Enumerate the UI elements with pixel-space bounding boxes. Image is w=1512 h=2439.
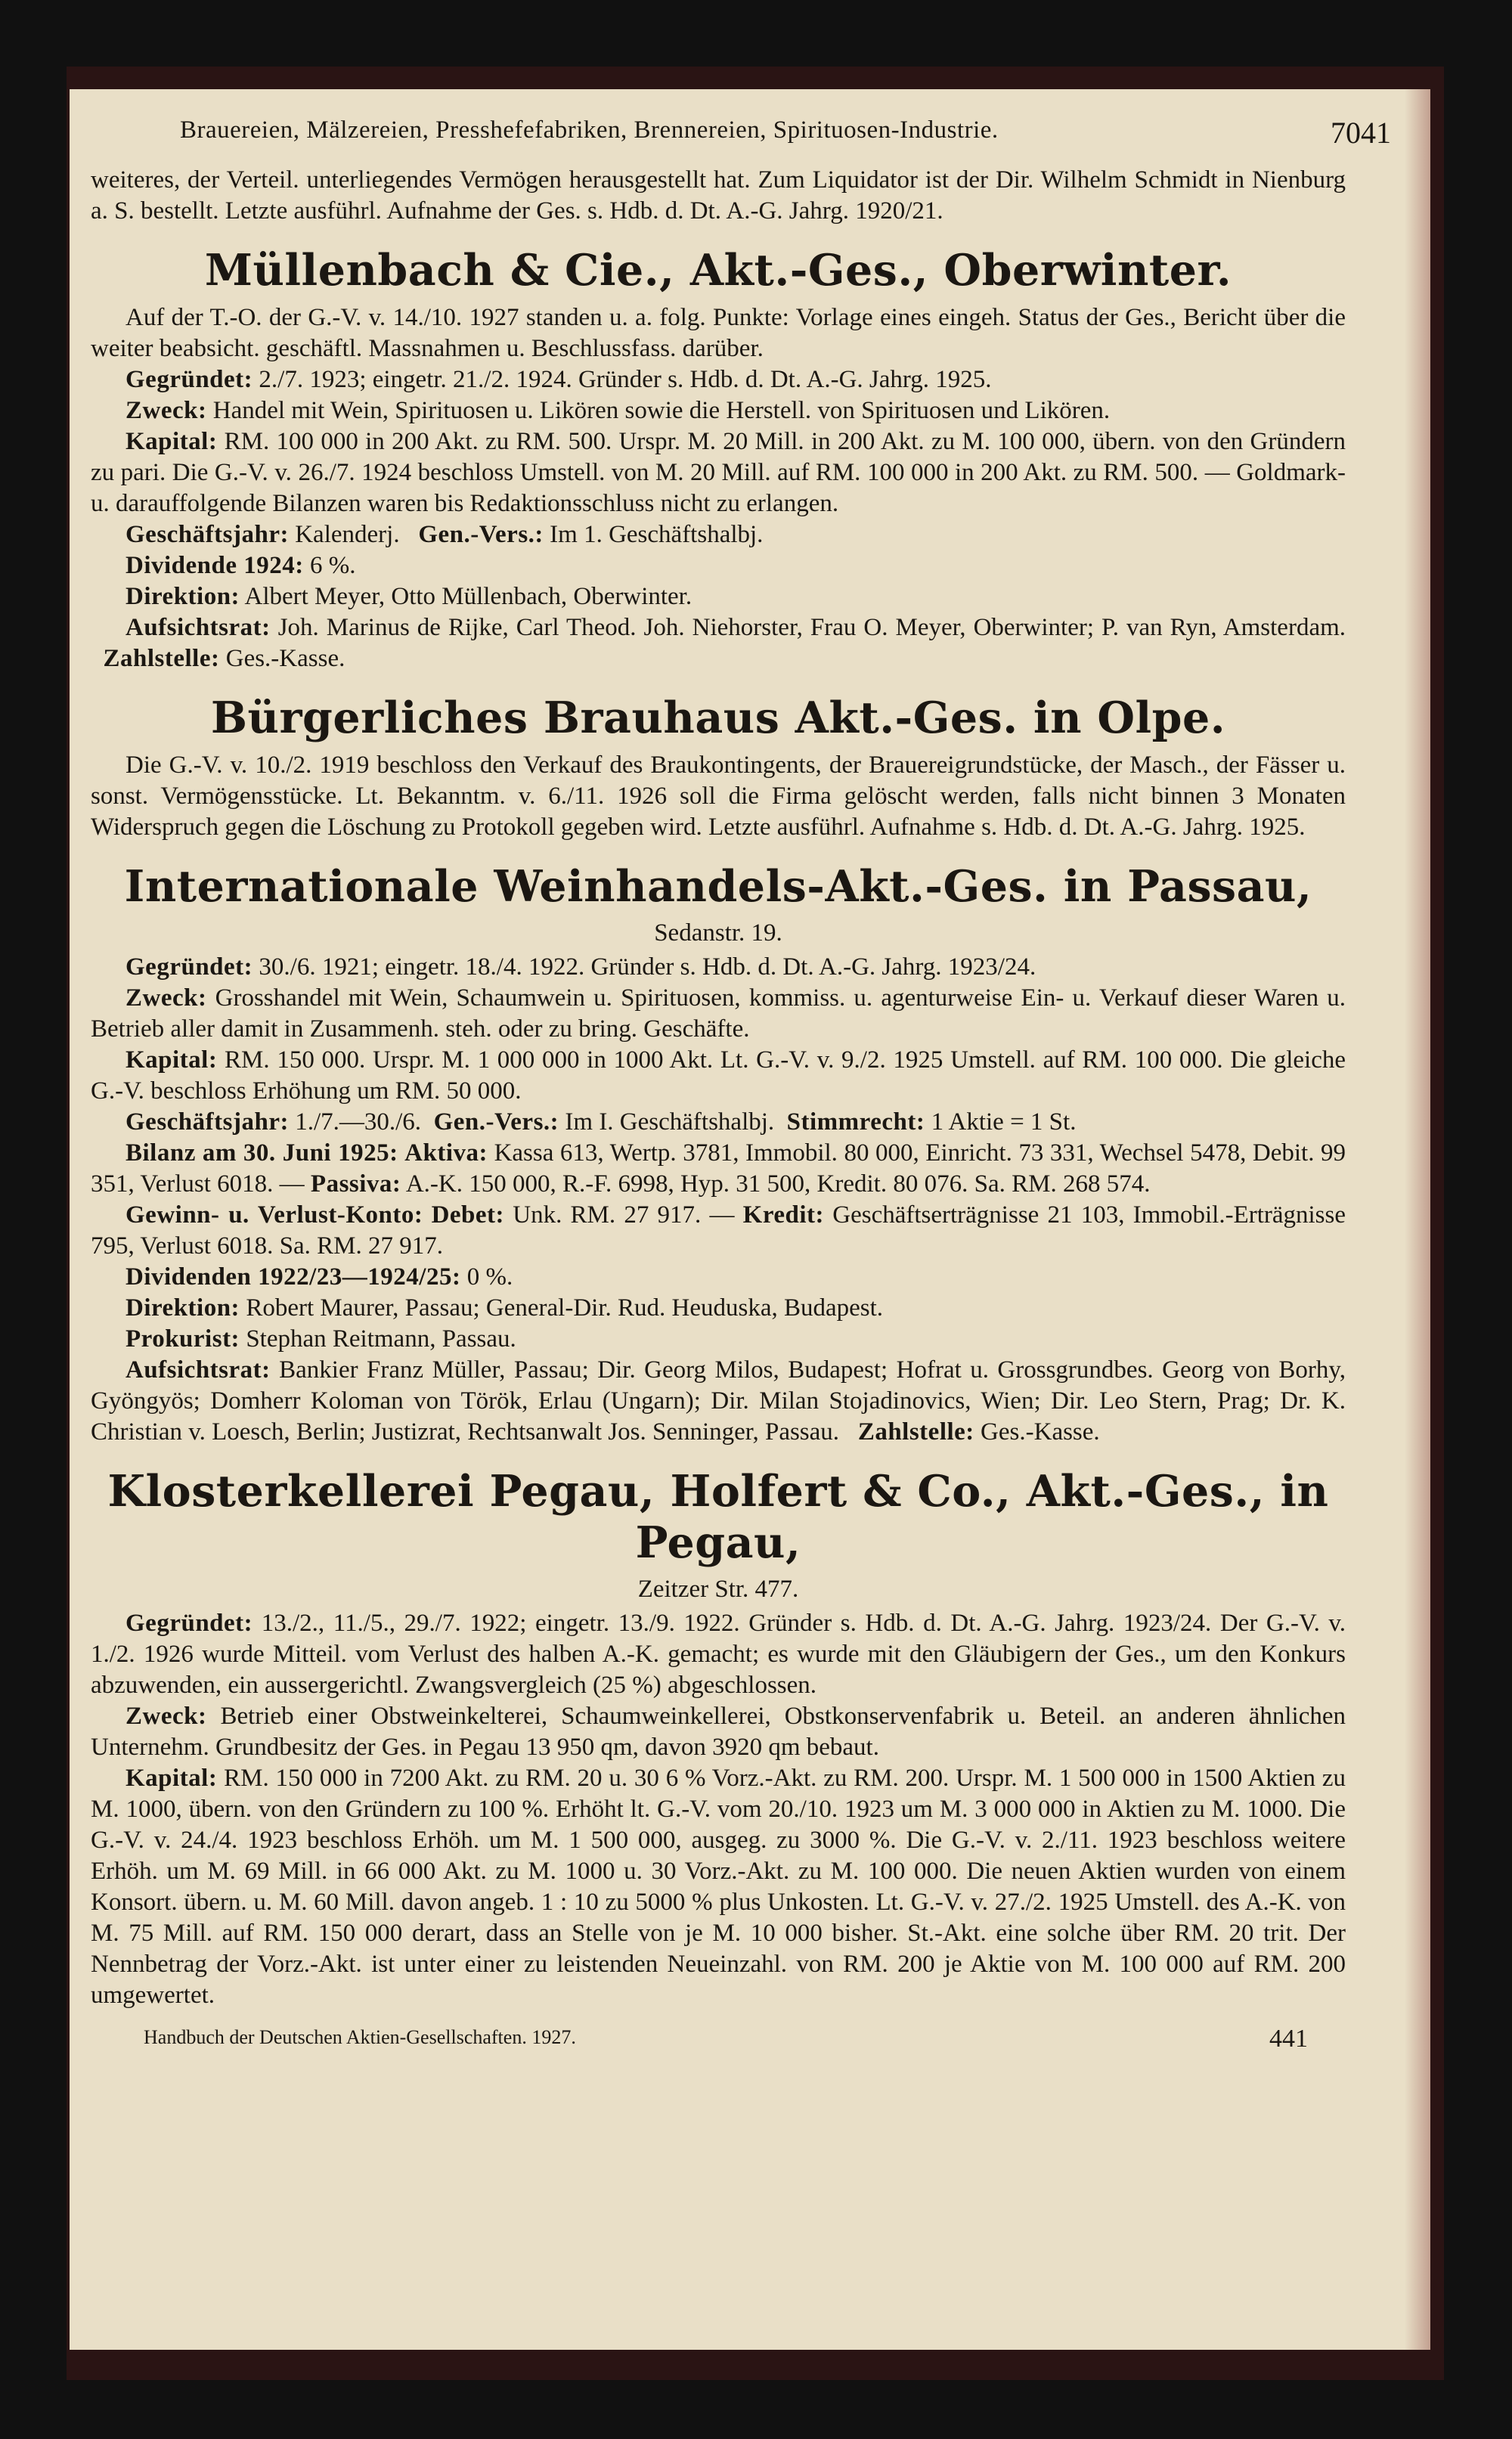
label: Prokurist: (125, 1325, 240, 1353)
passau-kapital (91, 1045, 1346, 1107)
page-content (91, 110, 1391, 2058)
page-edge-stain (1405, 89, 1430, 2350)
intro-paragraph: weiteres, der Verteil. unterliegendes Vermögen herausgestellt hat. Zum Liquidator ist der Dir. Wilhelm Schmidt in Nienburg a. S. bestellt. Letzte ausführl. Aufnahme der Ges. s. Hdb. d. Dt. A.-G. Jahrg. 1920/21. (91, 166, 1346, 225)
muellenbach-aufsichtsrat (91, 612, 1346, 674)
value: Ges.-Kasse. (981, 1418, 1100, 1446)
label: Dividende 1924: (125, 552, 304, 579)
value: 0 %. (466, 1263, 513, 1291)
value: 1 Aktie = 1 St. (931, 1108, 1077, 1136)
passau-prokurist (91, 1324, 1346, 1355)
value: Albert Meyer, Otto Müllenbach, Oberwinter. (244, 583, 692, 610)
footer-sheet-number: 441 (1269, 2025, 1308, 2053)
label: Aufsichtsrat: (125, 1356, 271, 1384)
value: 6 %. (310, 552, 356, 579)
pegau-zweck (91, 1701, 1346, 1763)
value: Geschäftserträgnisse 21 103, Immobil.-Erträgnisse 795, Verlust 6018. Sa. RM. 27 917. (91, 1201, 1346, 1260)
value: Grosshandel mit Wein, Schaumwein u. Spirituosen, kommiss. u. agenturweise Ein- u. Verkauf dieser Waren u. Betrieb aller damit in Zusammenh. steh. oder zu bring. Geschäfte. (91, 984, 1346, 1043)
label: Stimmrecht: (786, 1108, 925, 1136)
label: Kredit: (742, 1201, 825, 1229)
value: Bankier Franz Müller, Passau; Dir. Georg Milos, Budapest; Hofrat u. Grossgrundbes. Georg von Borhy, Gyöngyös; Domherr Koloman von Török, Erlau (Ungarn); Dir. Milan Stojadinovics, Wien; Dir. Leo Stern, Prag; Dr. K. Christian v. Loesch, Berlin; Justizrat, Rechtsanwalt Jos. Senninger, Passau. (91, 1356, 1346, 1446)
value: RM. 150 000 in 7200 Akt. zu RM. 20 u. 30 6 % Vorz.-Akt. zu RM. 200. Urspr. M. 1 500 000 in 1500 Aktien zu M. 1000, übern. von den Gründern zu 100 %. Erhöht lt. G.-V. vom 20./10. 1923 um M. 3 000 000 in Aktien zu M. 1000. Die G.-V. v. 24./4. 1923 beschloss Erhöh. um M. 1 500 000, ausgeg. zu 3000 %. Die G.-V. v. 2./11. 1923 beschloss weitere Erhöh. um M. 69 Mill. in 66 000 Akt. zu M. 1000 u. 30 Vorz.-Akt. zu M. 100 000. Die neuen Aktien wurden von einem Konsort. übern. u. M. 60 Mill. davon angeb. 1 : 10 zu 5000 % plus Unkosten. Lt. G.-V. v. 27./2. 1925 Umstell. des A.-K. von M. 75 Mill. auf RM. 150 000 derart, dass an Stelle von je M. 10 000 bisher. St.-Akt. eine solche über RM. 20 trit. Der Nennbetrag der Vorz.-Akt. ist unter einer zu leistenden Neueinzahl. von RM. 200 je Aktie von M. 100 000 auf RM. 200 umgewertet. (91, 1765, 1346, 2009)
document-page (70, 89, 1430, 2350)
olpe-paragraph: Die G.-V. v. 10./2. 1919 beschloss den Verkauf des Braukontingents, der Brauereigrundstücke, der Masch., der Fässer u. sonst. Vermögensstücke. Lt. Bekanntm. v. 6./11. 1926 soll die Firma gelöscht werden, falls nicht binnen 3 Monaten Widerspruch gegen die Löschung zu Protokoll gegeben wird. Letzte ausführl. Aufnahme s. Hdb. d. Dt. A.-G. Jahrg. 1925. (91, 752, 1346, 841)
muellenbach-geschaeftsjahr (91, 519, 1346, 550)
label: Zahlstelle: (103, 645, 220, 672)
muellenbach-kapital (91, 426, 1346, 519)
label: Kapital: (125, 428, 218, 455)
page-number: 7041 (1331, 116, 1391, 150)
label: Geschäftsjahr: (125, 521, 289, 548)
company-heading-olpe: Bürgerliches Brauhaus Akt.-Ges. in Olpe. (210, 693, 1226, 743)
passau-direktion (91, 1293, 1346, 1324)
value: Kassa 613, Wertp. 3781, Immobil. 80 000, Einricht. 73 331, Wechsel 5478, Debit. 99 351, Verlust 6018. (91, 1139, 1346, 1198)
value: 1./7.—30./6. (295, 1108, 422, 1136)
value: Im I. Geschäftshalbj. (565, 1108, 775, 1136)
label: Passiva: (310, 1170, 401, 1198)
muellenbach-dividende (91, 550, 1346, 581)
label: Zahlstelle: (857, 1418, 974, 1446)
running-header (91, 110, 1391, 165)
passau-geschaeftsjahr (91, 1107, 1346, 1138)
label: Gewinn- u. Verlust-Konto: (125, 1201, 423, 1229)
value: Robert Maurer, Passau; General-Dir. Rud. Heuduska, Budapest. (246, 1294, 884, 1322)
label: Kapital: (125, 1046, 218, 1074)
pegau-address: Zeitzer Str. 477. (637, 1576, 799, 1603)
label: Gen.-Vers.: (418, 521, 544, 548)
value: 2./7. 1923; eingetr. 21./2. 1924. Gründer s. Hdb. d. Dt. A.-G. Jahrg. 1925. (259, 366, 992, 393)
label: Aktiva: (404, 1139, 488, 1167)
value: Kalenderj. (295, 521, 400, 548)
label: Aufsichtsrat: (125, 614, 271, 641)
value: Betrieb einer Obstweinkelterei, Schaumweinkellerei, Obstkonservenfabrik u. Beteil. an anderen ähnlichen Unternehm. Grundbesitz der Ges. in Pegau 13 950 qm, davon 3920 qm bebaut. (91, 1703, 1346, 1761)
label: Kapital: (125, 1765, 218, 1792)
pegau-gegruendet (91, 1608, 1346, 1701)
company-heading-pegau: Klosterkellerei Pegau, Holfert & Co., Akt.-Ges., in Pegau, (107, 1466, 1329, 1568)
muellenbach-agenda: Auf der T.-O. der G.-V. v. 14./10. 1927 standen u. a. folg. Punkte: Vorlage eines eingeh. Status der Ges., Bericht über die weiter beabsicht. geschäftl. Massnahmen u. Beschlussfass. darüber. (91, 304, 1346, 362)
label: Debet: (431, 1201, 505, 1229)
footer-source: Handbuch der Deutschen Aktien-Gesellschaften. 1927. (144, 2026, 576, 2048)
page-footer (91, 2022, 1346, 2058)
muellenbach-zweck (91, 395, 1346, 426)
value: Joh. Marinus de Rijke, Carl Theod. Joh. Niehorster, Frau O. Meyer, Oberwinter; P. van Ryn, Amsterdam. (277, 614, 1346, 641)
label: Zweck: (125, 984, 207, 1012)
value: Ges.-Kasse. (225, 645, 345, 672)
pegau-kapital (91, 1763, 1346, 2011)
label: Zweck: (125, 397, 207, 424)
label: Direktion: (125, 583, 240, 610)
passau-gegruendet (91, 952, 1346, 983)
label: Gegründet: (125, 1610, 253, 1637)
value: A.-K. 150 000, R.-F. 6998, Hyp. 31 500, Kredit. 80 076. Sa. RM. 268 574. (405, 1170, 1151, 1198)
label: Geschäftsjahr: (125, 1108, 289, 1136)
value: RM. 100 000 in 200 Akt. zu RM. 500. Urspr. M. 20 Mill. in 200 Akt. zu M. 100 000, übern. von den Gründern zu pari. Die G.-V. v. 26./7. 1924 beschloss Umstell. von M. 20 Mill. auf RM. 100 000 in 200 Akt. zu RM. 500. — Goldmark- u. darauffolgende Bilanzen waren bis Redaktionsschluss nicht zu erlangen. (91, 428, 1346, 517)
passau-bilanz: Bilanz am 30. Juni 1925: Aktiva: Kassa 613, Wertp. 3781, Immobil. 80 000, Einricht. 73 331, Wechsel 5478, Debit. 99 351, Verlust 6018. — Passiva: A.-K. 150 000, R.-F. 6998, Hyp. 31 500, Kredit. 80 076. Sa. RM. 268 574. (91, 1139, 1346, 1198)
label: Gegründet: (125, 953, 253, 981)
label: Bilanz am 30. Juni 1925: (125, 1139, 398, 1167)
value: 13./2., 11./5., 29./7. 1922; eingetr. 13./9. 1922. Gründer s. Hdb. d. Dt. A.-G. Jahrg. 1923/24. Der G.-V. v. 1./2. 1926 wurde Mitteil. vom Verlust des halben A.-K. gemacht; es wurde mit den Gläubigern der Ges., um den Konkurs abzuwenden, ein aussergerichtl. Zwangsvergleich (25 %) abgeschlossen. (91, 1610, 1346, 1699)
value: 30./6. 1921; eingetr. 18./4. 1922. Gründer s. Hdb. d. Dt. A.-G. Jahrg. 1923/24. (259, 953, 1036, 981)
value: RM. 150 000. Urspr. M. 1 000 000 in 1000 Akt. Lt. G.-V. v. 9./2. 1925 Umstell. auf RM. 100 000. Die gleiche G.-V. beschloss Erhöhung um RM. 50 000. (91, 1046, 1346, 1105)
passau-dividenden (91, 1262, 1346, 1293)
label: Gegründet: (125, 366, 253, 393)
label: Direktion: (125, 1294, 240, 1322)
passau-address: Sedanstr. 19. (654, 919, 782, 947)
running-header-title: Brauereien, Mälzereien, Presshefefabriken, Brennereien, Spirituosen-Industrie. (180, 116, 999, 144)
muellenbach-gegruendet (91, 364, 1346, 395)
company-heading-passau: Internationale Weinhandels-Akt.-Ges. in Passau, (124, 861, 1312, 912)
label: Zweck: (125, 1703, 207, 1730)
value: Stephan Reitmann, Passau. (246, 1325, 516, 1353)
value: Im 1. Geschäftshalbj. (550, 521, 764, 548)
passau-aufsichtsrat (91, 1355, 1346, 1448)
muellenbach-direktion (91, 581, 1346, 612)
value: Handel mit Wein, Spirituosen u. Likören sowie die Herstell. von Spirituosen und Likören. (212, 397, 1111, 424)
passau-guv: Gewinn- u. Verlust-Konto: Debet: Unk. RM. 27 917. — Kredit: Geschäftserträgnisse 21 103, Immobil.-Erträgnisse 795, Verlust 6018. Sa. RM. 27 917. (91, 1201, 1346, 1260)
passau-zweck (91, 983, 1346, 1045)
value: Unk. RM. 27 917. (513, 1201, 702, 1229)
company-heading-muellenbach: Müllenbach & Cie., Akt.-Ges., Oberwinter. (204, 245, 1232, 296)
label: Dividenden 1922/23—1924/25: (125, 1263, 461, 1291)
label: Gen.-Vers.: (433, 1108, 559, 1136)
